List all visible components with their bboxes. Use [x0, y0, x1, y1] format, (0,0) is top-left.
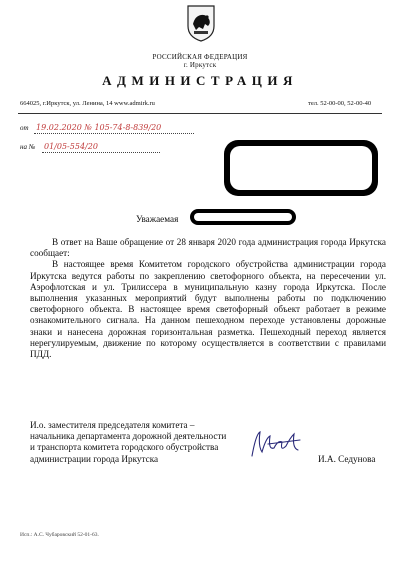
signatory-title-line-2: начальника департамента дорожной деятельности [30, 431, 227, 442]
organization-title: АДМИНИСТРАЦИЯ [102, 73, 298, 88]
handwritten-signature [248, 426, 306, 462]
city-title: г. Иркутск [183, 61, 217, 69]
phone-line: тел. 52-00-00, 52-00-40 [308, 100, 372, 107]
signatory-title-line-1: И.о. заместителя председателя комитета – [30, 420, 195, 430]
greeting: Уважаемая [136, 214, 179, 224]
to-underline [42, 152, 160, 153]
to-handwritten-value: 01/05-554/20 [44, 142, 98, 151]
from-label: от [20, 124, 29, 132]
letter-body [30, 237, 386, 360]
header-divider [18, 113, 382, 114]
signatory-name: И.А. Седунова [318, 454, 376, 464]
redacted-recipient [224, 140, 378, 196]
address-line: 664025, г.Иркутск, ул. Ленина, 14 www.admirk.ru [20, 100, 155, 107]
from-handwritten-value: 19.02.2020 № 105-74-8-839/20 [36, 123, 162, 132]
from-underline [34, 133, 194, 134]
coat-of-arms-emblem [186, 4, 216, 42]
to-label: на № [20, 143, 36, 151]
signature-block [30, 420, 226, 465]
body-paragraph-1: В ответ на Ваше обращение от 28 января 2020 года администрация города Иркутска сообщает: [30, 237, 386, 259]
body-paragraph-2: В настоящее время Комитетом городского обустройства администрации города Иркутска ведутся работы по закреплению светофорного объекта, на пересечении ул. Аэрофлотская и ул. Трилиссера в муниципальную казну города Иркутска. После выполнения указанных мероприятий будут выполнены работы по подключению светофорного объекта. В настоящее время светофорный объект работает в режиме ознакомительного сигнала. На данном пешеходном переходе установлены дорожные знаки и нанесена дорожная горизонтальная разметка. Пешеходный переход является нерегулируемым, движение по которому осуществляется в соответствии с правилами ПДД. [30, 259, 386, 360]
executor-line: Исп.: А.С. Чубаровский 52-01-63. [20, 532, 99, 538]
signatory-title-line-3: и транспорта комитета городского обустройства [30, 442, 219, 453]
country-title: РОССИЙСКАЯ ФЕДЕРАЦИЯ [152, 53, 248, 61]
redacted-name [190, 209, 296, 225]
signatory-title-line-4: администрации города Иркутска [30, 453, 159, 464]
